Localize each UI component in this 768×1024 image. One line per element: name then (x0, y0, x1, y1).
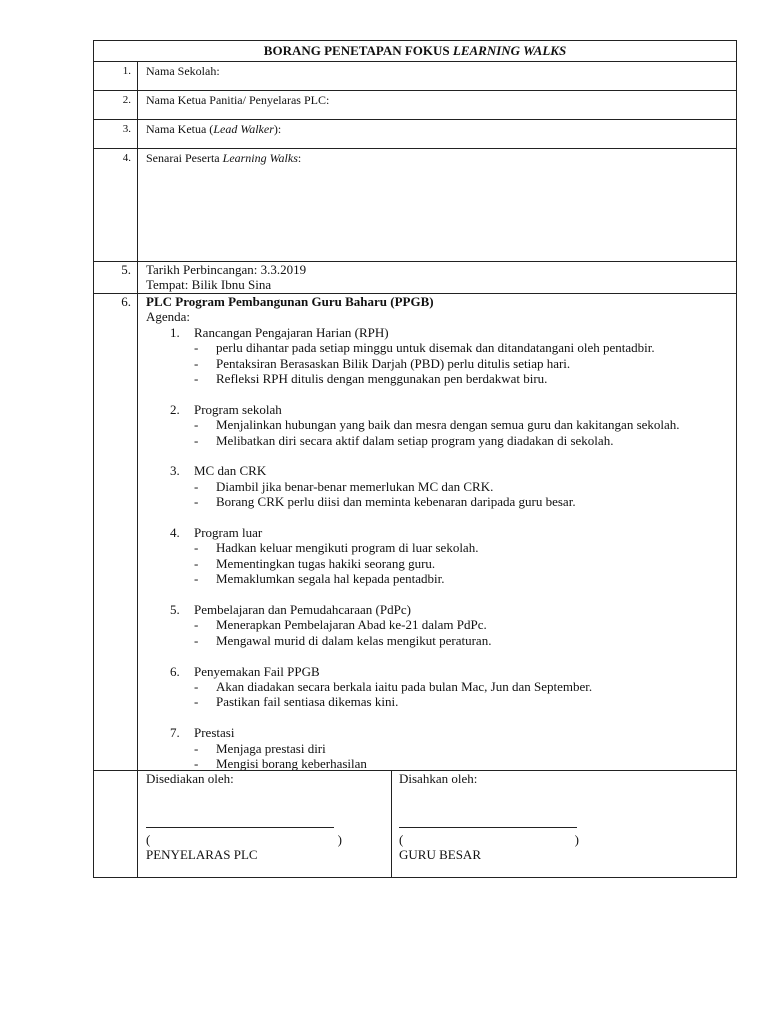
agenda-bullet (194, 633, 736, 648)
agenda-bullet (194, 356, 736, 371)
agenda-spacer (146, 510, 736, 525)
agenda-bullet (194, 494, 736, 509)
row-number-empty (94, 771, 138, 877)
agenda-bullet-text: Melibatkan diri secara aktif dalam setiap program yang diadakan di sekolah. (216, 432, 614, 448)
prepared-by-label: Disediakan oleh: (146, 771, 234, 786)
agenda-bullet (194, 540, 736, 555)
approved-by-close-paren: ) (574, 831, 579, 847)
bullet-dash-icon: - (194, 679, 199, 695)
agenda-item-heading (170, 463, 736, 478)
agenda-bullet-text: Mengawal murid di dalam kelas mengikut peraturan. (216, 632, 492, 648)
agenda-bullet-text: Diambil jika benar-benar memerlukan MC dan CRK. (216, 478, 494, 494)
bullet-dash-icon: - (194, 617, 199, 633)
agenda-item-heading (170, 725, 736, 740)
agenda-item-heading (170, 325, 736, 340)
agenda-item-heading (170, 402, 736, 417)
row-participants (94, 148, 736, 261)
agenda-cell (139, 294, 736, 772)
agenda-item-heading (170, 664, 736, 679)
agenda-bullet-text: Akan diadakan secara berkala iaitu pada bulan Mac, Jun dan September. (216, 679, 593, 695)
agenda-item-heading (170, 525, 736, 540)
agenda-item-title: Prestasi (194, 725, 235, 741)
agenda-item-title: Rancangan Pengajaran Harian (RPH) (194, 324, 389, 340)
agenda-item (170, 725, 736, 771)
agenda-bullet (194, 741, 736, 756)
bullet-dash-icon: - (194, 571, 199, 587)
bullet-dash-icon: - (194, 494, 199, 510)
agenda-bullet-text: Mementingkan tugas hakiki seorang guru. (216, 555, 436, 571)
agenda-item-title: Penyemakan Fail PPGB (194, 663, 320, 679)
agenda-bullet-text: Mengisi borang keberhasilan (216, 756, 367, 772)
agenda-spacer (146, 587, 736, 602)
prepared-by-open-paren: ( (146, 831, 151, 847)
participants-label (139, 149, 736, 166)
row-discussion-info (94, 261, 736, 293)
row-school-name (94, 61, 736, 90)
agenda-spacer (146, 386, 736, 401)
agenda-item-number: 5. (170, 602, 180, 618)
agenda-bullet-text: Menerapkan Pembelajaran Abad ke-21 dalam PdPc. (216, 617, 487, 633)
agenda-spacer (146, 710, 736, 725)
prepared-by-close-paren: ) (337, 831, 342, 847)
discussion-date: Tarikh Perbincangan: 3.3.2019 (146, 262, 307, 277)
agenda-bullet-text: Pastikan fail sentiasa dikemas kini. (216, 694, 399, 710)
agenda-spacer (146, 648, 736, 663)
bullet-dash-icon: - (194, 417, 199, 433)
agenda-item-heading (170, 602, 736, 617)
row-agenda (94, 293, 736, 770)
agenda-item-number: 7. (170, 725, 180, 741)
approved-by-signature-line (399, 817, 577, 828)
row-panel-head (94, 90, 736, 119)
agenda-bullet-text: Menjaga prestasi diri (216, 740, 326, 756)
row-number: 2. (94, 91, 138, 119)
agenda-item-number: 4. (170, 525, 180, 541)
agenda-bullet (194, 417, 736, 432)
participants-post: : (297, 151, 302, 165)
agenda-item (170, 463, 736, 509)
agenda-item (170, 325, 736, 387)
agenda-item-number: 1. (170, 324, 180, 340)
signature-row (94, 770, 736, 878)
agenda-bullet-text: Refleksi RPH ditulis dengan menggunakan pen berdakwat biru. (216, 371, 548, 387)
lead-walker-label (139, 120, 736, 137)
row-lead-walker (94, 119, 736, 148)
agenda-bullet (194, 617, 736, 632)
row-number: 6. (94, 294, 138, 770)
lead-walker-post: ): (273, 122, 282, 136)
agenda-bullet (194, 571, 736, 586)
row-number: 4. (94, 149, 138, 261)
program-heading: PLC Program Pembangunan Guru Baharu (PPGB) (146, 294, 434, 309)
agenda-bullet-text: Pentaksiran Berasaskan Bilik Darjah (PBD) perlu ditulis setiap hari. (216, 355, 571, 371)
bullet-dash-icon: - (194, 432, 199, 448)
agenda-bullet-text: Memaklumkan segala hal kepada pentadbir. (216, 571, 445, 587)
row-number: 3. (94, 120, 138, 148)
participants-italic: Learning Walks (222, 151, 298, 165)
bullet-dash-icon: - (194, 555, 199, 571)
form-title-main: BORANG PENETAPAN FOKUS (263, 43, 453, 58)
panel-head-label: Nama Ketua Panitia/ Penyelaras PLC: (146, 93, 330, 107)
agenda-item-title: MC dan CRK (194, 463, 267, 479)
participants-pre: Senarai Peserta (146, 151, 223, 165)
prepared-by-signature-line (146, 817, 334, 828)
agenda-item (170, 402, 736, 448)
agenda-bullet (194, 433, 736, 448)
approved-by-label: Disahkan oleh: (399, 771, 478, 786)
agenda-item-number: 6. (170, 663, 180, 679)
signature-divider (391, 771, 392, 877)
approved-by-name-parens (399, 832, 579, 847)
agenda-item-title: Program sekolah (194, 401, 282, 417)
agenda-spacer (146, 448, 736, 463)
prepared-by-role: PENYELARAS PLC (146, 847, 258, 863)
agenda-bullet (194, 479, 736, 494)
bullet-dash-icon: - (194, 694, 199, 710)
agenda-label: Agenda: (146, 309, 191, 325)
bullet-dash-icon: - (194, 371, 199, 387)
lead-walker-italic: Lead Walker (213, 122, 274, 136)
agenda-bullet (194, 371, 736, 386)
learning-walks-form (93, 40, 737, 878)
approved-by-open-paren: ( (399, 831, 404, 847)
agenda-item (170, 664, 736, 710)
agenda-bullet-text: perlu dihantar pada setiap minggu untuk disemak dan ditandatangani oleh pentadbir. (216, 340, 655, 356)
agenda-list (146, 325, 736, 772)
bullet-dash-icon: - (194, 355, 199, 371)
agenda-bullet (194, 556, 736, 571)
prepared-by-name-parens (146, 832, 342, 847)
agenda-item-title: Program luar (194, 525, 263, 541)
approved-by-role: GURU BESAR (399, 847, 481, 863)
agenda-bullet (194, 679, 736, 694)
bullet-dash-icon: - (194, 540, 199, 556)
row-number: 5. (94, 262, 138, 293)
discussion-place: Tempat: Bilik Ibnu Sina (146, 277, 272, 293)
agenda-item-number: 2. (170, 401, 180, 417)
lead-walker-pre: Nama Ketua ( (146, 122, 214, 136)
bullet-dash-icon: - (194, 340, 199, 356)
agenda-item (170, 602, 736, 648)
agenda-bullet (194, 694, 736, 709)
form-title (94, 40, 736, 61)
bullet-dash-icon: - (194, 478, 199, 494)
agenda-bullet-text: Hadkan keluar mengikuti program di luar sekolah. (216, 540, 479, 556)
prepared-by-block (146, 771, 342, 863)
approved-by-block (399, 771, 579, 863)
school-name-label: Nama Sekolah: (146, 64, 220, 78)
agenda-bullet-text: Menjalinkan hubungan yang baik dan mesra dengan semua guru dan kakitangan sekolah. (216, 417, 680, 433)
agenda-item-title: Pembelajaran dan Pemudahcaraan (PdPc) (194, 602, 411, 618)
bullet-dash-icon: - (194, 756, 199, 772)
row-number: 1. (94, 62, 138, 90)
discussion-info (139, 262, 736, 293)
agenda-bullet-text: Borang CRK perlu diisi dan meminta kebenaran daripada guru besar. (216, 494, 576, 510)
form-title-italic: LEARNING WALKS (452, 43, 567, 58)
agenda-bullet (194, 340, 736, 355)
bullet-dash-icon: - (194, 632, 199, 648)
bullet-dash-icon: - (194, 740, 199, 756)
agenda-item-number: 3. (170, 463, 180, 479)
agenda-item (170, 525, 736, 587)
